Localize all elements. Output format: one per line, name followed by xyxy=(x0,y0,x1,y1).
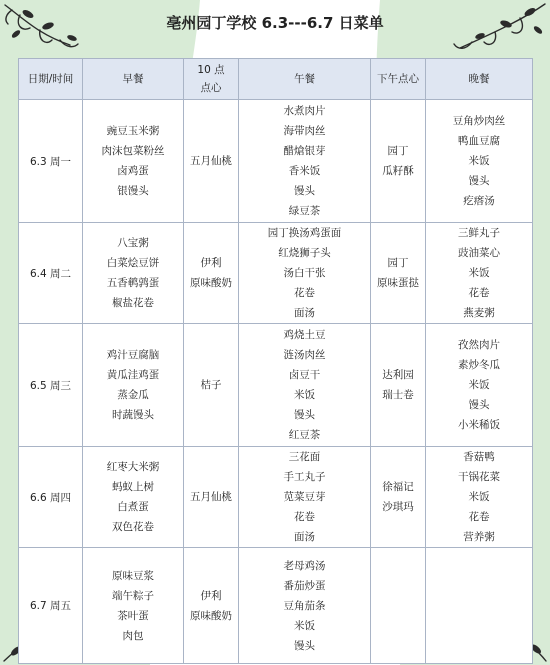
header-am-snack-label: 10 点点心 xyxy=(197,64,225,94)
am-snack-item: 桔子 xyxy=(200,379,222,391)
dinner-item: 米饭 xyxy=(468,379,490,391)
breakfast-item: 蒸金瓜 xyxy=(117,389,149,401)
breakfast-item: 豌豆玉米粥 xyxy=(106,125,160,137)
dinner-item: 豆角炒肉丝 xyxy=(452,115,506,127)
breakfast-cell xyxy=(83,447,184,548)
pm-snack-cell xyxy=(371,100,426,223)
pm-snack-item: 达利园 xyxy=(382,369,414,381)
dinner-item: 米饭 xyxy=(468,155,490,167)
breakfast-item: 八宝粥 xyxy=(117,237,149,249)
lunch-item: 涟汤肉丝 xyxy=(283,349,326,361)
pm-snack-cell xyxy=(371,447,426,548)
lunch-item: 绿豆茶 xyxy=(288,205,321,217)
breakfast-item: 时蔬馒头 xyxy=(112,409,154,421)
breakfast-item: 椒盐花卷 xyxy=(112,297,154,309)
dinner-item: 小米稀饭 xyxy=(458,419,500,431)
lunch-item: 花卷 xyxy=(294,511,315,523)
breakfast-item: 茶叶蛋 xyxy=(117,609,149,622)
lunch-item: 米饭 xyxy=(294,389,315,401)
lunch-item: 面汤 xyxy=(294,307,315,319)
table-row xyxy=(19,100,533,223)
pm-snack-cell xyxy=(371,223,426,324)
breakfast-item: 双色花卷 xyxy=(112,521,154,533)
lunch-item: 红烧狮子头 xyxy=(278,247,331,259)
lunch-item: 卤豆干 xyxy=(288,369,321,381)
header-lunch: 午餐 xyxy=(239,59,371,100)
dinner-item: 三鲜丸子 xyxy=(458,227,500,239)
breakfast-item: 蚂蚁上树 xyxy=(112,481,154,493)
lunch-item: 馒头 xyxy=(294,409,315,421)
breakfast-item: 五香鹌鹑蛋 xyxy=(106,277,160,289)
dinner-cell xyxy=(426,223,533,324)
lunch-item: 豆角茄条 xyxy=(283,599,326,612)
pm-snack-item: 瓜籽酥 xyxy=(382,165,414,177)
breakfast-item: 红枣大米粥 xyxy=(106,461,160,473)
header-breakfast: 早餐 xyxy=(83,59,184,100)
dinner-item: 鸭血豆腐 xyxy=(458,135,500,147)
breakfast-item: 肉包 xyxy=(122,629,144,642)
menu-table xyxy=(18,58,533,664)
lunch-item: 米饭 xyxy=(294,619,315,632)
pm-snack-item: 沙琪玛 xyxy=(382,501,414,513)
dinner-item: 花卷 xyxy=(468,287,490,299)
dinner-item: 孜然肉片 xyxy=(458,339,500,351)
date-cell: 6.5 周三 xyxy=(19,324,83,447)
dinner-item: 米饭 xyxy=(468,267,490,279)
table-row xyxy=(19,548,533,664)
lunch-cell xyxy=(239,324,371,447)
am-snack-item: 伊利 xyxy=(200,257,222,269)
breakfast-item: 卤鸡蛋 xyxy=(117,165,149,177)
lunch-item: 醋熗银芽 xyxy=(283,145,326,157)
am-snack-item: 伊利 xyxy=(200,589,222,602)
pm-snack-item: 原味蛋挞 xyxy=(377,277,419,289)
breakfast-item: 银馒头 xyxy=(117,185,149,197)
am-snack-cell xyxy=(184,100,239,223)
breakfast-item: 黄瓜洼鸡蛋 xyxy=(106,369,160,381)
lunch-item: 馒头 xyxy=(294,639,315,652)
header-am-snack xyxy=(184,59,239,100)
lunch-item: 汤白干张 xyxy=(283,267,326,279)
dinner-cell xyxy=(426,548,533,664)
date-cell: 6.6 周四 xyxy=(19,447,83,548)
am-snack-item: 五月仙桃 xyxy=(190,155,232,167)
lunch-item: 番茄炒蛋 xyxy=(283,579,326,592)
lunch-item: 海带肉丝 xyxy=(283,125,326,137)
lunch-cell xyxy=(239,100,371,223)
lunch-item: 花卷 xyxy=(294,287,315,299)
pm-snack-cell xyxy=(371,324,426,447)
dinner-item: 花卷 xyxy=(468,511,490,523)
breakfast-item: 白煮蛋 xyxy=(117,501,149,513)
header-date: 日期/时间 xyxy=(19,59,83,100)
page-title: 亳州园丁学校 6.3---6.7 日菜单 xyxy=(166,14,384,32)
breakfast-cell xyxy=(83,548,184,664)
dinner-item: 馒头 xyxy=(468,175,490,187)
lunch-item: 鸡烧土豆 xyxy=(283,329,326,341)
header-pm-snack: 下午点心 xyxy=(371,59,426,100)
header-dinner: 晚餐 xyxy=(426,59,533,100)
pm-snack-item: 园丁 xyxy=(387,257,409,269)
lunch-item: 三花面 xyxy=(288,451,321,463)
am-snack-cell xyxy=(184,548,239,664)
breakfast-item: 肉沫包菜粉丝 xyxy=(101,145,165,157)
pm-snack-item: 园丁 xyxy=(387,145,409,157)
breakfast-item: 端午粽子 xyxy=(112,589,154,602)
dinner-item: 疙瘩汤 xyxy=(463,195,495,207)
lunch-item: 面汤 xyxy=(294,531,315,543)
pm-snack-item: 徐福记 xyxy=(382,481,414,493)
pm-snack-cell xyxy=(371,548,426,664)
lunch-item: 香米饭 xyxy=(288,165,321,177)
am-snack-item: 原味酸奶 xyxy=(190,277,232,289)
breakfast-cell xyxy=(83,324,184,447)
dinner-item: 干锅花菜 xyxy=(458,471,500,483)
dinner-item: 营养粥 xyxy=(463,531,495,543)
date-cell: 6.4 周二 xyxy=(19,223,83,324)
dinner-cell xyxy=(426,447,533,548)
lunch-cell xyxy=(239,548,371,664)
lunch-item: 手工丸子 xyxy=(283,471,326,483)
am-snack-cell xyxy=(184,324,239,447)
date-cell: 6.3 周一 xyxy=(19,100,83,223)
am-snack-item: 五月仙桃 xyxy=(190,491,232,503)
breakfast-item: 原味豆浆 xyxy=(112,569,154,582)
lunch-item: 水煮肉片 xyxy=(283,105,326,117)
pm-snack-item: 瑞士卷 xyxy=(382,389,414,401)
lunch-item: 红豆茶 xyxy=(288,429,321,441)
breakfast-cell xyxy=(83,223,184,324)
dinner-cell xyxy=(426,324,533,447)
lunch-item: 园丁换汤鸡蛋面 xyxy=(267,227,342,239)
table-row xyxy=(19,324,533,447)
lunch-cell xyxy=(239,447,371,548)
dinner-item: 素炒冬瓜 xyxy=(458,359,500,371)
lunch-item: 馒头 xyxy=(294,185,315,197)
lunch-cell xyxy=(239,223,371,324)
lunch-item: 苋菜豆芽 xyxy=(283,491,326,503)
am-snack-cell xyxy=(184,223,239,324)
lunch-item: 老母鸡汤 xyxy=(283,559,326,572)
dinner-cell xyxy=(426,100,533,223)
breakfast-item: 白菜烩豆饼 xyxy=(106,257,160,269)
dinner-item: 豉油菜心 xyxy=(458,247,500,259)
am-snack-cell xyxy=(184,447,239,548)
table-header-row xyxy=(19,59,533,100)
dinner-item: 米饭 xyxy=(468,491,490,503)
dinner-item: 燕麦粥 xyxy=(463,307,495,319)
breakfast-item: 鸡汁豆腐脑 xyxy=(106,349,160,361)
dinner-item: 香菇鸭 xyxy=(463,451,495,463)
menu-body xyxy=(19,100,533,664)
table-row xyxy=(19,447,533,548)
am-snack-item: 原味酸奶 xyxy=(190,609,232,622)
table-row xyxy=(19,223,533,324)
breakfast-cell xyxy=(83,100,184,223)
dinner-item: 馒头 xyxy=(468,399,490,411)
date-cell: 6.7 周五 xyxy=(19,548,83,664)
